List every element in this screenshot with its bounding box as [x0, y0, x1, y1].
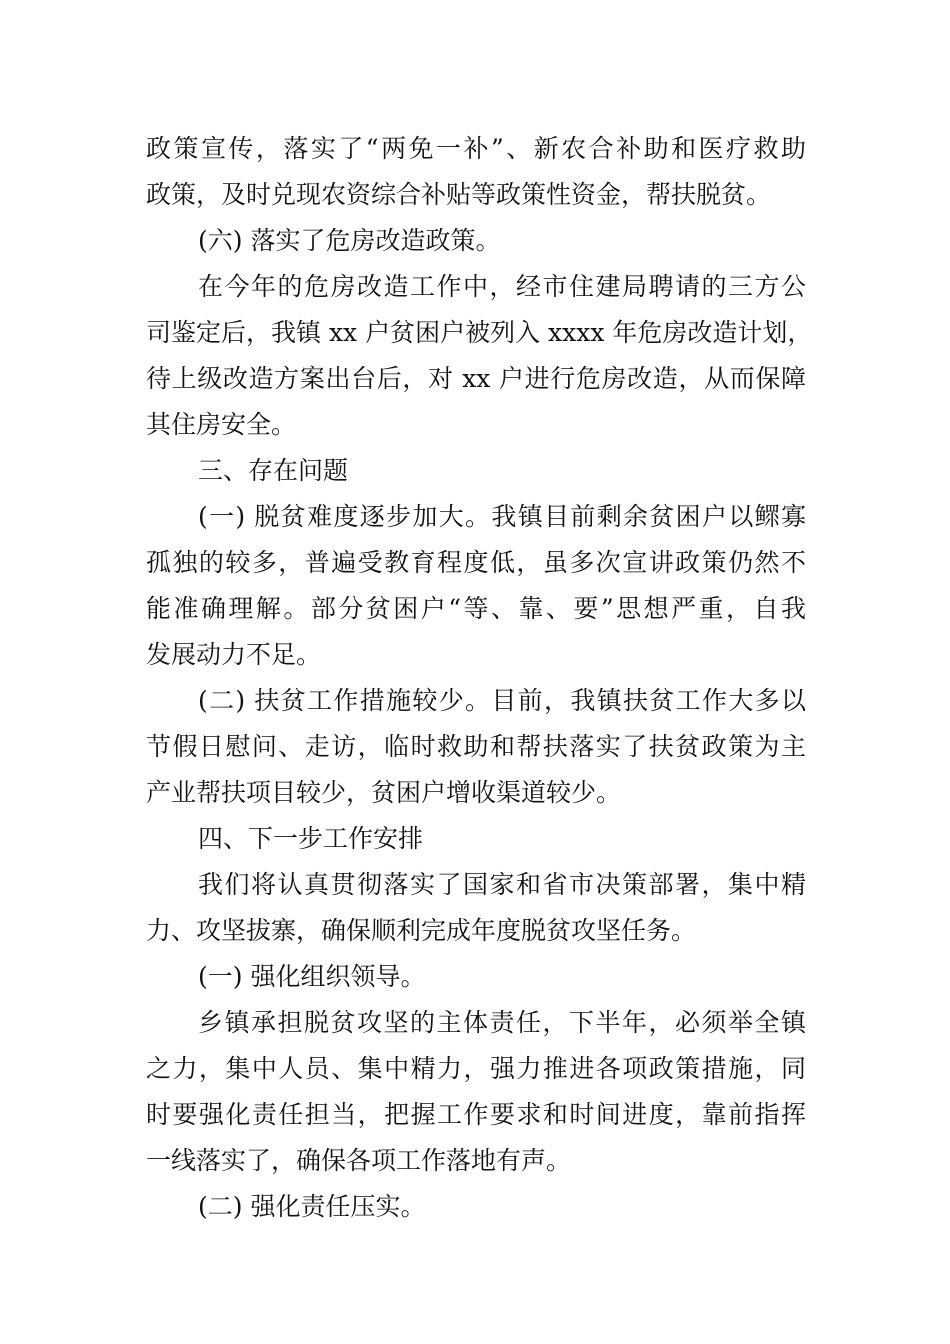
paragraph-line: 其住房安全。: [146, 410, 297, 439]
paragraph-line: 孤独的较多，普遍受教育程度低，虽多次宣讲政策仍然不: [146, 548, 806, 577]
paragraph-line: 之力，集中人员、集中精力，强力推进各项政策措施，同: [146, 1054, 806, 1083]
subheading-6: (六) 落实了危房改造政策。: [198, 226, 501, 255]
paragraph-line: 乡镇承担脱贫攻坚的主体责任，下半年，必须举全镇: [198, 1008, 806, 1037]
paragraph-line: 在今年的危房改造工作中，经市住建局聘请的三方公: [198, 272, 806, 301]
section-heading-3: 三、存在问题: [198, 456, 349, 485]
paragraph-line: 节假日慰问、走访，临时救助和帮扶落实了扶贫政策为主: [146, 732, 806, 761]
paragraph-line: (二) 扶贫工作措施较少。目前，我镇扶贫工作大多以: [198, 686, 806, 715]
subheading-2: (二) 强化责任压实。: [198, 1192, 426, 1221]
paragraph-line: 能准确理解。部分贫困户“等、靠、要”思想严重，自我: [146, 594, 806, 623]
paragraph-line: 一线落实了，确保各项工作落地有声。: [146, 1146, 572, 1175]
section-heading-4: 四、下一步工作安排: [198, 824, 424, 853]
paragraph-line: 力、攻坚拔寨，确保顺利完成年度脱贫攻坚任务。: [146, 916, 697, 945]
paragraph-line: 待上级改造方案出台后，对 xx 户进行危房改造，从而保障: [146, 364, 806, 393]
paragraph-line: (一) 脱贫难度逐步加大。我镇目前剩余贫困户以鳏寡: [198, 502, 806, 531]
paragraph-line: 政策宣传，落实了“两免一补”、新农合补助和医疗救助: [146, 134, 806, 163]
paragraph-line: 发展动力不足。: [146, 640, 322, 669]
paragraph-line: 我们将认真贯彻落实了国家和省市决策部署，集中精: [198, 870, 806, 899]
paragraph-line: 时要强化责任担当，把握工作要求和时间进度，靠前指挥: [146, 1100, 806, 1129]
subheading-1: (一) 强化组织领导。: [198, 962, 426, 991]
paragraph-line: 产业帮扶项目较少，贫困户增收渠道较少。: [146, 778, 622, 807]
paragraph-line: 政策，及时兑现农资综合补贴等政策性资金，帮扶脱贫。: [146, 180, 772, 209]
paragraph-line: 司鉴定后，我镇 xx 户贫困户被列入 xxxx 年危房改造计划，: [146, 318, 813, 347]
